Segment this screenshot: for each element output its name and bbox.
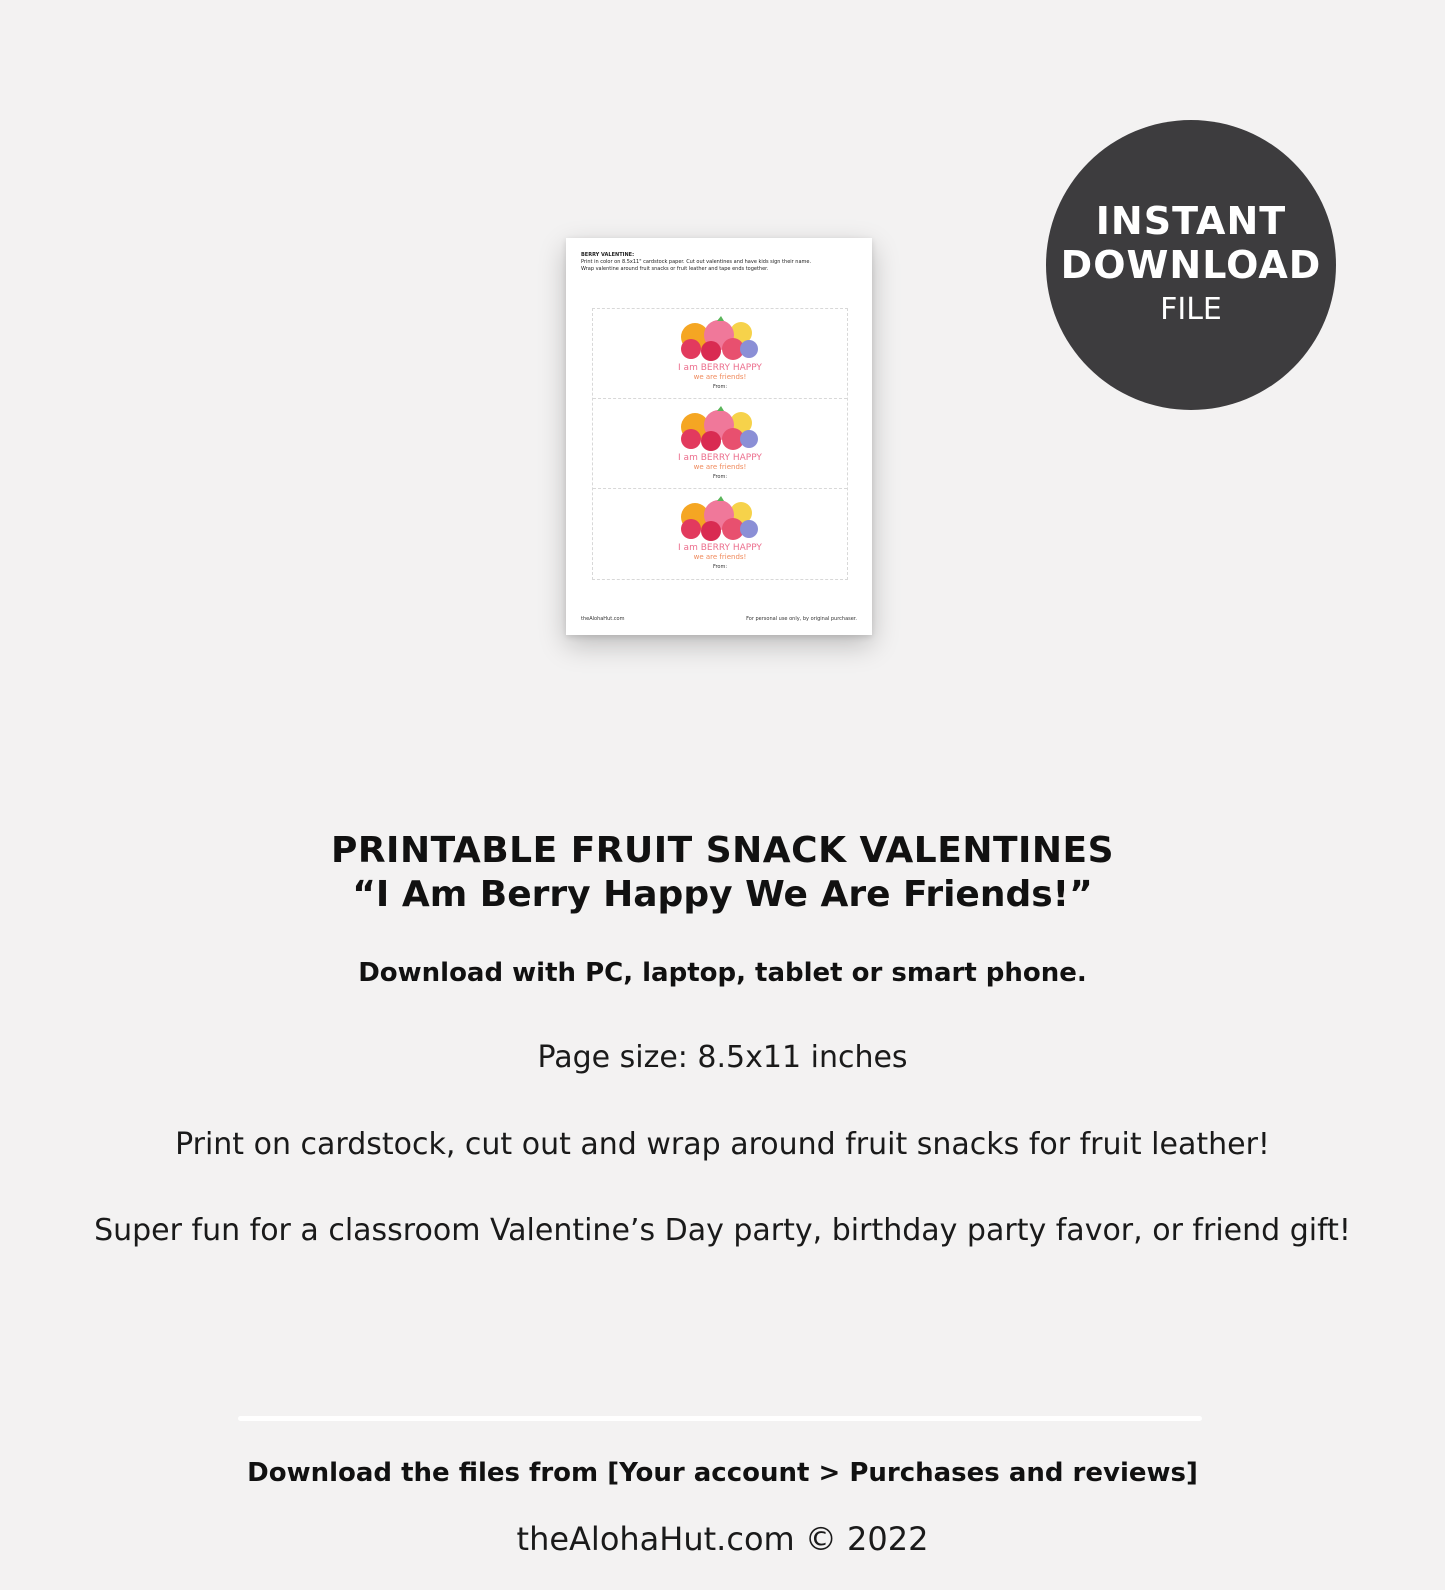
badge-line-file: FILE (1160, 292, 1222, 327)
card-from-label: From: (712, 474, 728, 480)
card-message-line2: we are friends! (693, 553, 747, 561)
valentine-card (593, 489, 847, 578)
card-message-line2: we are friends! (693, 373, 747, 381)
sheet-footer-site: theAlohaHut.com (581, 616, 625, 622)
page-size-note: Page size: 8.5x11 inches (537, 1040, 908, 1075)
card-message-line1: I am BERRY HAPPY (678, 363, 762, 373)
divider (238, 1416, 1202, 1421)
device-note: Download with PC, laptop, tablet or smart phone. (358, 958, 1087, 988)
fruit-characters-icon (677, 405, 761, 453)
card-message-line2: we are friends! (693, 463, 747, 471)
sheet-instructions-line1: Print in color on 8.5x11" cardstock paper. Cut out valentines and have kids sign their name. (581, 259, 812, 265)
card-message-line1: I am BERRY HAPPY (678, 453, 762, 463)
fruit-characters-icon (677, 315, 761, 363)
copyright: theAlohaHut.com © 2022 (516, 1520, 929, 1558)
card-message-line1: I am BERRY HAPPY (678, 543, 762, 553)
sheet-footer-usage: For personal use only, by original purchaser. (746, 616, 857, 622)
occasion-note: Super fun for a classroom Valentine’s Day party, birthday party favor, or friend gift! (94, 1213, 1351, 1248)
print-note: Print on cardstock, cut out and wrap around fruit snacks for fruit leather! (175, 1127, 1270, 1162)
instant-download-badge (1046, 120, 1336, 410)
valentine-card (593, 399, 847, 489)
product-title: PRINTABLE FRUIT SNACK VALENTINES (330, 830, 1115, 871)
sheet-instructions-line2: Wrap valentine around fruit snacks or fruit leather and tape ends together. (581, 266, 769, 272)
valentine-cards (592, 308, 848, 580)
valentine-card (593, 309, 847, 399)
sheet-instructions (581, 252, 861, 273)
printable-sheet-preview (566, 238, 872, 635)
sheet-heading: BERRY VALENTINE: (581, 252, 635, 258)
card-from-label: From: (712, 564, 728, 570)
download-instructions: Download the files from [Your account > Purchases and reviews] (247, 1458, 1198, 1488)
badge-line-download: DOWNLOAD (1060, 243, 1322, 287)
fruit-characters-icon (677, 495, 761, 543)
product-tagline: “I Am Berry Happy We Are Friends!” (352, 874, 1093, 915)
card-from-label: From: (712, 384, 728, 390)
badge-line-instant: INSTANT (1095, 199, 1287, 243)
